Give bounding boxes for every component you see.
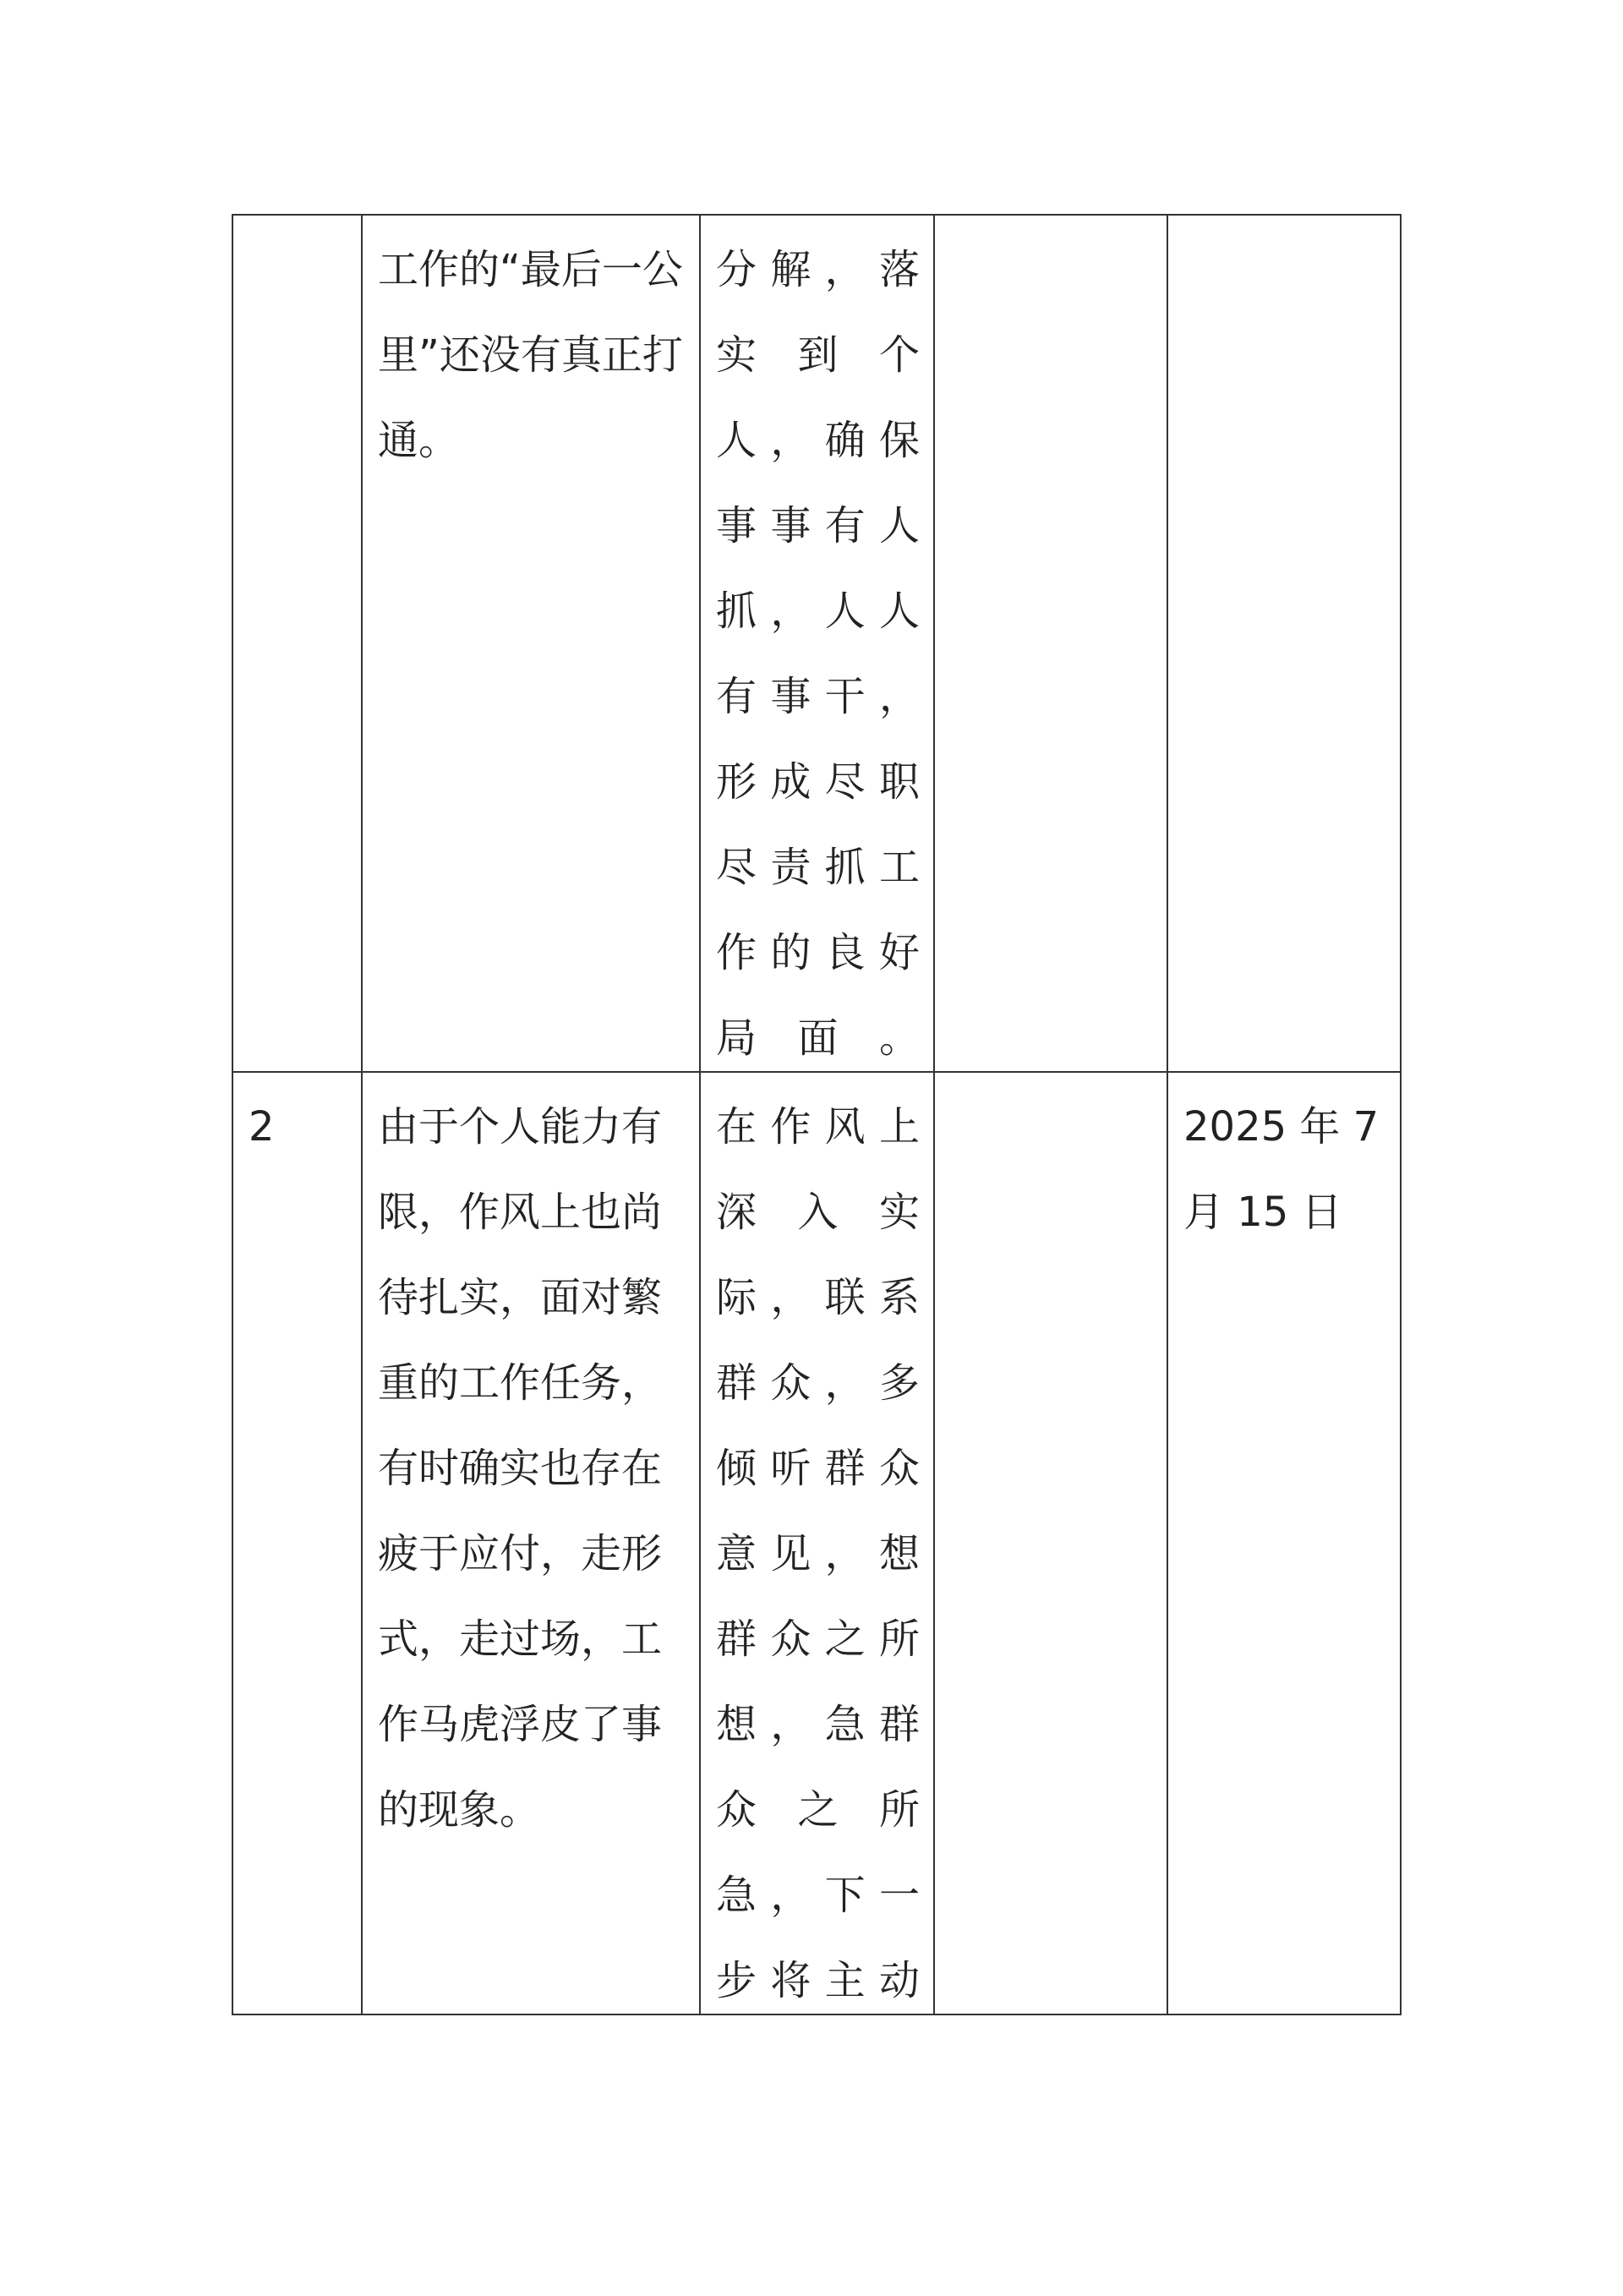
rectification-table [232, 214, 1402, 2015]
measure-cell [700, 215, 934, 1072]
deadline-cell [1167, 1072, 1401, 2014]
measure-cell [700, 1072, 934, 2014]
problem-cell [362, 215, 700, 1072]
row-index: 2 [249, 1103, 275, 1151]
index-cell [232, 1072, 362, 2014]
index-cell [232, 215, 362, 1072]
table-row [232, 1072, 1401, 2014]
measure-text: 分解，落实到个人，确保事事有人抓，人人有事干，形成尽职尽责抓工作的良好局面。 [716, 246, 921, 1062]
problem-cell [362, 1072, 700, 2014]
deadline-cell [1167, 215, 1401, 1072]
deadline-text: 2025 年 7 月 15 日 [1183, 1103, 1380, 1236]
responsible-cell [934, 215, 1167, 1072]
measure-text: 在作风上深入实际，联系群众，多倾听群众意见，想群众之所想，急群众之所急，下一步将主动 [716, 1103, 921, 2004]
responsible-cell [934, 1072, 1167, 2014]
problem-text: 由于个人能力有限，作风上也尚待扎实，面对繁重的工作任务，有时确实也存在疲于应付，走形式，走过场，工作马虎浮皮了事的现象。 [378, 1103, 663, 1834]
problem-text: 工作的“最后一公里”还没有真正打通。 [378, 246, 683, 464]
table-row [232, 215, 1401, 1072]
